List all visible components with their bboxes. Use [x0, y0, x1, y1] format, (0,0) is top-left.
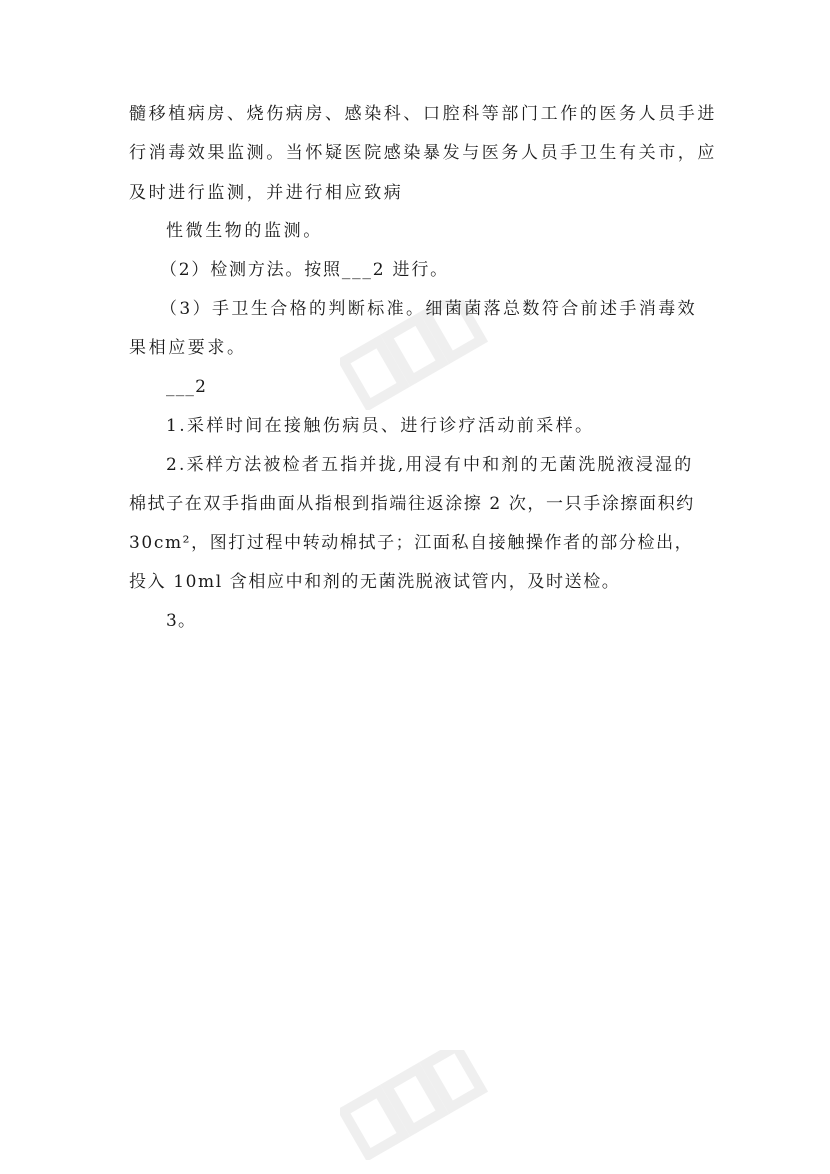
list-item-sampling-method: 2.采样方法被检者五指并拢,用浸有中和剂的无菌洗脱液浸湿的 — [166, 455, 694, 475]
watermark-logo-icon-bottom — [340, 1050, 490, 1160]
list-item-3: 3。 — [166, 611, 197, 631]
paragraph-line-4: 性微生物的监测。 — [166, 221, 323, 241]
paragraph-line-12: 30cm²，图打过程中转动棉拭子；江面私自接触操作者的部分检出， — [129, 533, 694, 553]
appendix-marker: ___2 — [166, 377, 208, 397]
section-heading-detection-method: （2）检测方法。按照___2 进行。 — [160, 260, 449, 280]
list-item-sampling-time: 1.采样时间在接触伤病员、进行诊疗活动前采样。 — [166, 416, 595, 436]
paragraph-line-3: 及时进行监测，并进行相应致病 — [129, 183, 404, 203]
paragraph-line-2: 行消毒效果监测。当怀疑医院感染暴发与医务人员手卫生有关市，应 — [129, 143, 717, 163]
paragraph-line-11: 棉拭子在双手指曲面从指根到指端往返涂擦 2 次，一只手涂擦面积约 — [129, 494, 695, 514]
section-heading-hand-hygiene-standard: （3）手卫生合格的判断标准。细菌菌落总数符合前述手消毒效 — [160, 299, 698, 319]
paragraph-line-13: 投入 10ml 含相应中和剂的无菌洗脱液试管内，及时送检。 — [129, 572, 621, 592]
paragraph-line-1: 髓移植病房、烧伤病房、感染科、口腔科等部门工作的医务人员手进 — [129, 104, 717, 124]
paragraph-line-7: 果相应要求。 — [129, 338, 247, 358]
